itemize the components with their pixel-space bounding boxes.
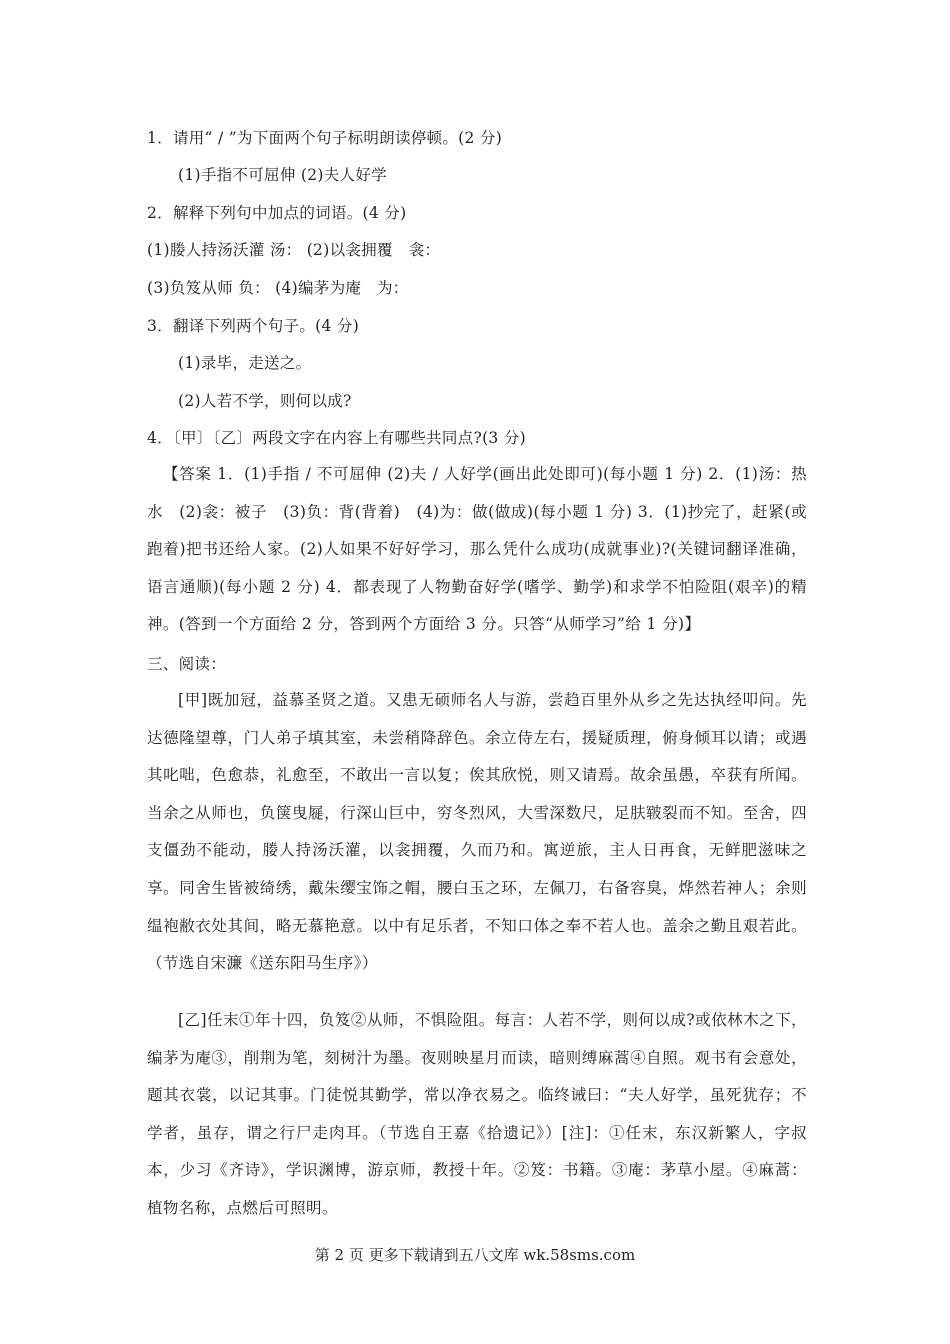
question-2-line-2: (3)负笈从师 负： (4)编茅为庵 为： (147, 279, 409, 297)
passage-yi: [乙]任末①年十四，负笈②从师，不惧险阻。每言：人若不学，则何以成?或依林木之下，编茅为庵③，削荆为笔，刻树汁为墨。夜则映星月而读，暗则缚麻蒿④自照。观书有会意处，题其衣裳，以记其事。门徒悦其勤学，常以净衣易之。临终诫曰：“夫人好学，虽死犹存；不学者，虽存，谓之行尸走肉耳。（节选自王嘉《拾遗记》）[注]：①任末，东汉新繁人，字叔本，少习《齐诗》，学识渊博，游京师，教授十年。②笈：书籍。③庵：茅草小屋。④麻蒿：植物名称，点燃后可照明。 (147, 1011, 807, 1217)
question-1: 1．请用“ / ”为下面两个句子标明朗读停顿。(2 分) (147, 129, 503, 147)
question-4: 4．〔甲〕〔乙〕两段文字在内容上有哪些共同点?(3 分) (147, 429, 526, 447)
question-3-item-2: (2)人若不学，则何以成? (178, 392, 352, 410)
question-3-item-1: (1)录毕，走送之。 (178, 354, 312, 372)
answer-block: 【答案 1．(1)手指 / 不可屈伸 (2)夫 / 人好学(画出此处即可)(每小题 1 分) 2．(1)汤：热水 (2)衾：被子 (3)负：背(背着) (4)为：做(做成)(每小题 1 分) 3．(1)抄完了，赶紧(或跑着)把书还给人家。(2)人如果不好好学习，那么凭什么成功(成就事业)?(关键词翻译准确，语言通顺)(每小题 2 分) 4．都表现了人物勤奋好学(嗜学、勤学)和求学不怕险阻(艰辛)的精神。(答到一个方面给 2 分，答到两个方面给 3 分。只答“从师学习”给 1 分)】 (147, 465, 807, 634)
question-1-items: (1)手指不可屈伸 (2)夫人好学 (178, 166, 387, 184)
section-heading: 三、阅读： (147, 655, 227, 673)
page-footer: 第 2 页 更多下载请到五八文库 wk.58sms.com (314, 1246, 636, 1264)
question-3: 3．翻译下列两个句子。(4 分) (147, 317, 360, 335)
passage-jia: [甲]既加冠，益慕圣贤之道。又患无硕师名人与游，尝趋百里外从乡之先达执经叩问。先达德隆望尊，门人弟子填其室，未尝稍降辞色。余立侍左右，援疑质理，俯身倾耳以请；或遇其叱咄，色愈恭，礼愈至，不敢出一言以复；俟其欣悦，则又请焉。故余虽愚，卒获有所闻。当余之从师也，负箧曳屣，行深山巨中，穷冬烈风，大雪深数尺，足肤皲裂而不知。至舍，四支僵劲不能动，媵人持汤沃灌，以衾拥覆，久而乃和。寓逆旅，主人日再食，无鲜肥滋味之享。同舍生皆被绮绣，戴朱缨宝饰之帽，腰白玉之环，左佩刀，右备容臭，烨然若神人；余则缊袍敝衣处其间，略无慕艳意。以中有足乐者，不知口体之奉不若人也。盖余之勤且艰若此。（节选自宋濂《送东阳马生序》） (147, 691, 807, 973)
question-2: 2．解释下列句中加点的词语。(4 分) (147, 204, 407, 222)
question-2-line-1: (1)媵人持汤沃灌 汤： (2)以衾拥覆 衾： (147, 241, 441, 259)
